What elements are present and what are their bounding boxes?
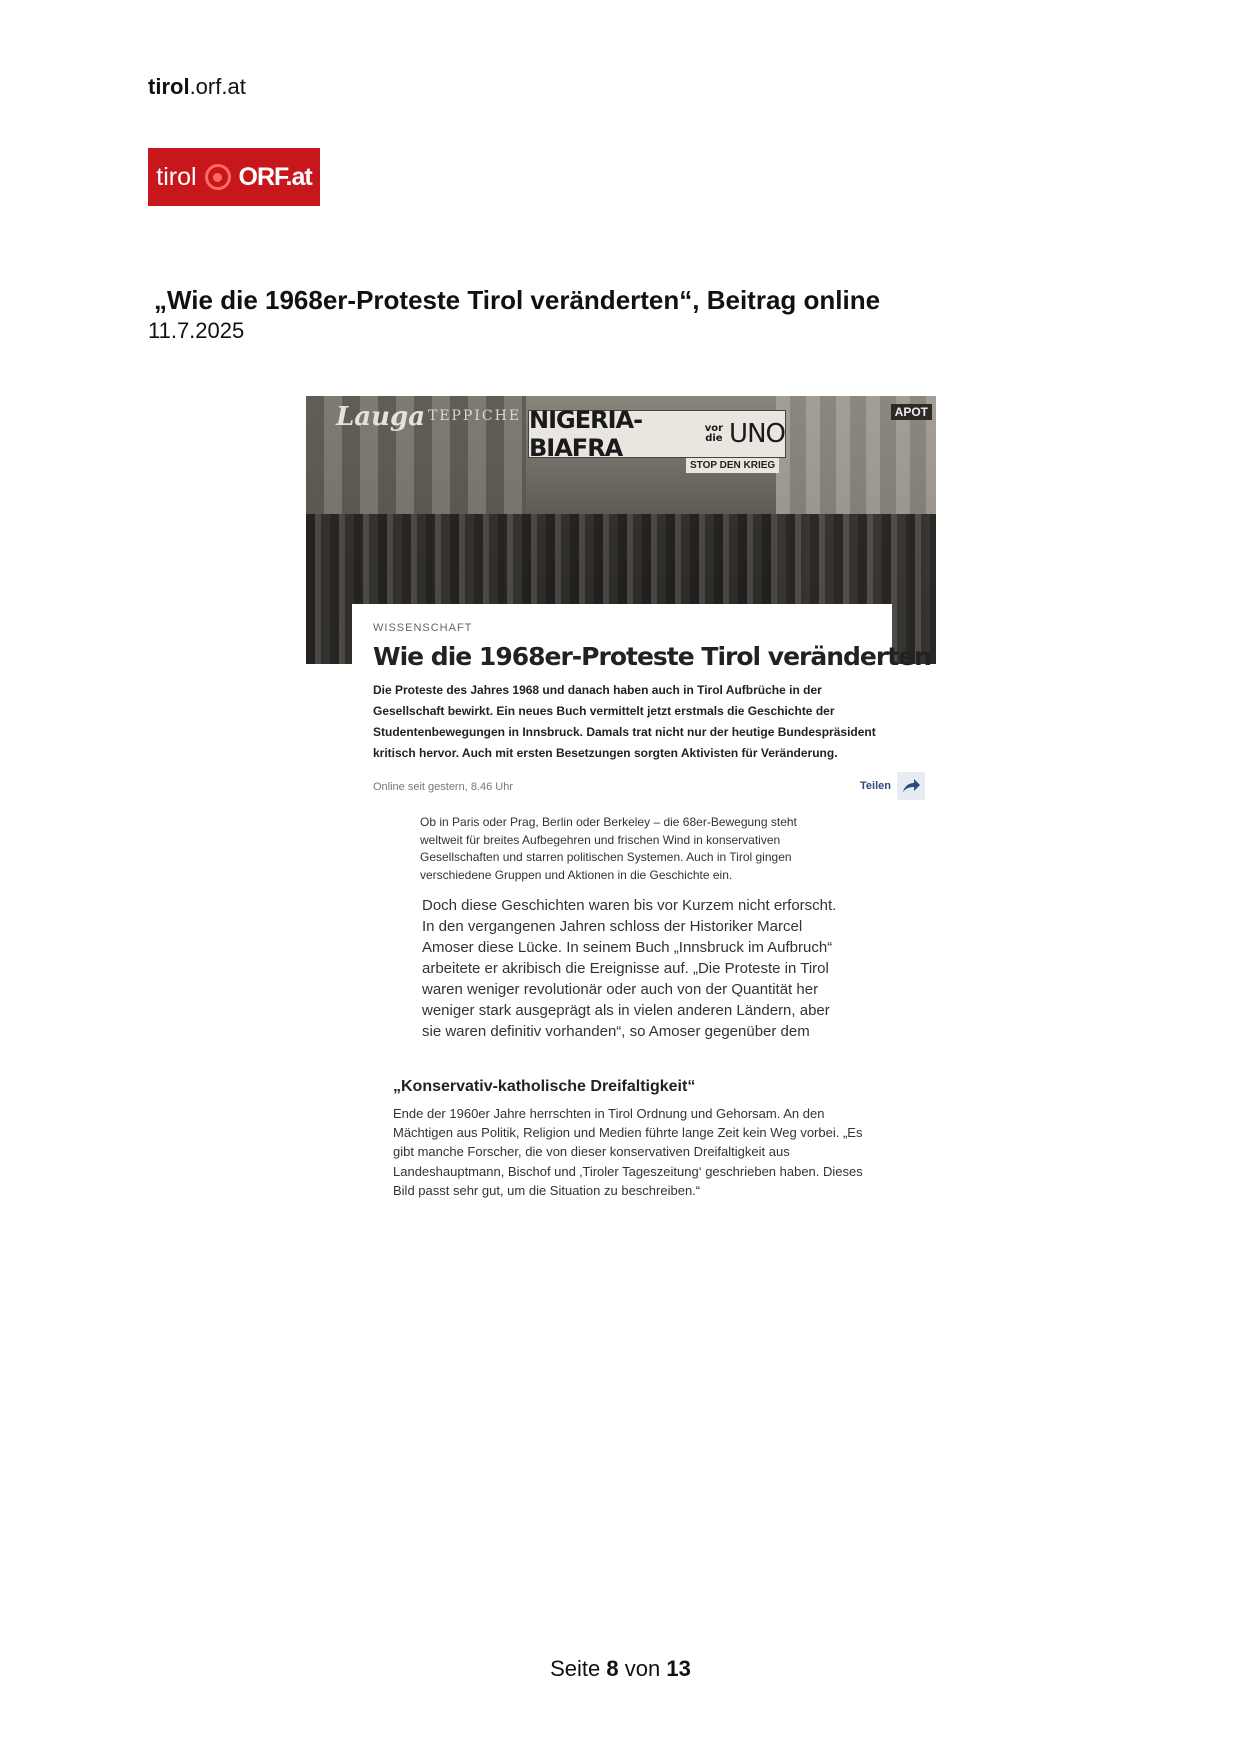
site-header-bold: tirol xyxy=(148,74,190,99)
footer-prefix: Seite xyxy=(550,1656,601,1681)
footer-page: 8 xyxy=(606,1656,619,1681)
banner-main-text: NIGERIA-BIAFRA xyxy=(529,406,643,462)
banner-uno-text: UNO xyxy=(729,419,785,449)
photo-banner xyxy=(528,406,786,462)
article-title: Wie die 1968er-Proteste Tirol veränderten xyxy=(373,642,931,671)
share-arrow-icon[interactable] xyxy=(897,772,925,800)
article-paragraph-2: Doch diese Geschichten waren bis vor Kurzem nicht erforscht. In den vergangenen Jahren schloss der Historiker Marcel Amoser diese Lücke. In seinem Buch „Innsbruck im Aufbruch“ arbeitete er akribisch die Ereignisse auf. „Die Proteste in Tirol waren weniger revolutionär oder auch von der Quantität her weniger stark ausgeprägt als in vielen anderen Ländern, aber sie waren definitiv vorhanden“, so Amoser gegenüber dem xyxy=(422,897,837,1040)
article-paragraph-1: Ob in Paris oder Prag, Berlin oder Berkeley – die 68er-Bewegung steht weltweit für breites Aufbegehren und frischen Wind in konservativen Gesellschaften und starren politischen Systemen. Auch in Tirol gingen verschiedene Gruppen und Aktionen in die Geschichte ein. xyxy=(420,815,797,882)
banner-small-2: die xyxy=(705,433,723,444)
site-header-rest: .orf.at xyxy=(189,74,246,99)
article-lead: Die Proteste des Jahres 1968 und danach haben auch in Tirol Aufbrüche in der Gesellschaft bewirkt. Ein neues Buch vermittelt jetzt erstmals die Geschichte der Studentenbewegungen in Innsbruck. Damals trat nicht nur der heutige Bundespräsident kritisch hervor. Auch mit ersten Besetzungen sorgten Aktivisten für Veränderung. xyxy=(373,683,876,760)
site-header xyxy=(148,74,246,100)
logo-left-text: tirol xyxy=(156,162,197,191)
orf-ring-icon xyxy=(205,164,231,190)
article-category: WISSENSCHAFT xyxy=(373,622,473,634)
photo-banner-sub: STOP DEN KRIEG xyxy=(686,458,779,473)
footer-middle: von xyxy=(624,1656,661,1681)
article-paragraph-3: Ende der 1960er Jahre herrschten in Tirol Ordnung und Gehorsam. An den Mächtigen aus Politik, Religion und Medien führte lange Zeit kein Weg vorbei. „Es gibt manche Forscher, die von dieser konservativen Dreifaltigkeit aus Landeshauptmann, Bischof und ‚Tiroler Tageszeitung‘ geschrieben haben. Dieses Bild passt sehr gut, um die Situation zu beschreiben.“ xyxy=(393,1106,863,1198)
photo-sign-right: APOT xyxy=(891,404,932,420)
article-meta: Online seit gestern, 8.46 Uhr xyxy=(373,781,514,793)
photo-sign-left-2: TEPPICHE xyxy=(428,408,522,424)
share-button[interactable] xyxy=(860,772,925,800)
banner-small-1: vor xyxy=(704,423,724,434)
banner-small-text xyxy=(705,424,723,444)
article-subheading: „Konservativ-katholische Dreifaltigkeit“ xyxy=(393,1078,696,1095)
share-label[interactable]: Teilen xyxy=(860,780,891,792)
document-title: „Wie die 1968er-Proteste Tirol veränderten“, Beitrag online xyxy=(154,285,881,315)
orf-logo xyxy=(148,148,320,206)
logo-right-text: ORF.at xyxy=(238,162,312,191)
page-footer xyxy=(0,1656,1241,1682)
photo-sign-left: Lauga xyxy=(336,402,426,432)
footer-total: 13 xyxy=(666,1656,691,1681)
document-date: 11.7.2025 xyxy=(148,318,245,343)
